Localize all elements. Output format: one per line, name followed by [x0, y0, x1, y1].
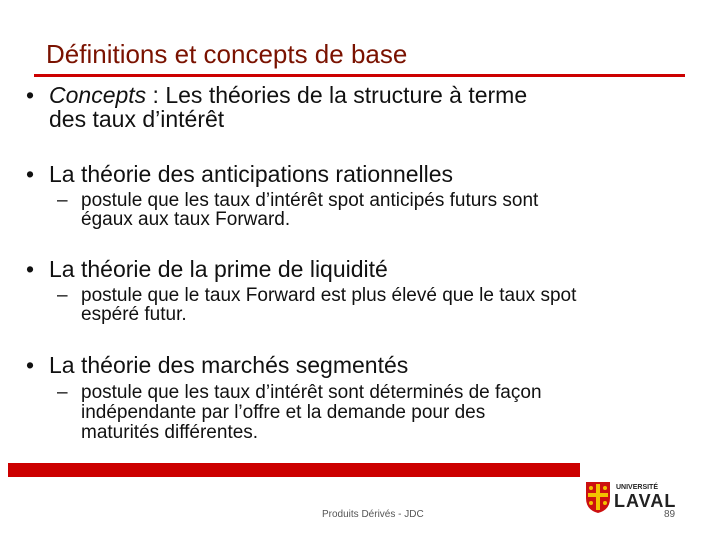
- sub-bullet-text: postule que le taux Forward est plus élevé que le taux spot: [81, 285, 577, 306]
- logo-university-text: UNIVERSITÉ: [616, 484, 659, 491]
- sub-bullet-text: égaux aux taux Forward.: [81, 209, 291, 230]
- bullet-text: La théorie des marchés segmentés: [49, 352, 409, 378]
- sub-bullet-text: espéré futur.: [81, 304, 187, 325]
- bullet-label-rest: : Les théories de la structure à terme: [146, 82, 528, 108]
- bullet-marker: •: [26, 352, 35, 378]
- slide-title: Définitions et concepts de base: [46, 39, 408, 69]
- dash-marker: –: [57, 190, 68, 211]
- bullet-text-line2: des taux d’intérêt: [49, 106, 225, 132]
- title-underline: [34, 74, 685, 77]
- bullet-marker: •: [26, 82, 35, 108]
- sub-bullet-text: postule que les taux d’intérêt spot anticipés futurs sont: [81, 190, 539, 211]
- dash-marker: –: [57, 382, 68, 403]
- sub-bullet-text: postule que les taux d’intérêt sont déterminés de façon: [81, 382, 542, 403]
- bullet-label-italic: Concepts: [49, 82, 147, 108]
- sub-bullet-text: maturités différentes.: [81, 422, 259, 443]
- shield-icon: [584, 480, 612, 514]
- bullet-text: La théorie des anticipations rationnelles: [49, 161, 454, 187]
- bullet-text: [49, 84, 527, 107]
- bullet-marker: •: [26, 161, 35, 187]
- footer-text: Produits Dérivés - JDC: [322, 509, 424, 520]
- dash-marker: –: [57, 285, 68, 306]
- logo-name-text: LAVAL: [614, 491, 677, 511]
- bullet-text: La théorie de la prime de liquidité: [49, 256, 388, 282]
- page-number: 89: [664, 509, 676, 520]
- sub-bullet-text: indépendante par l’offre et la demande pour des: [81, 402, 486, 423]
- bullet-marker: •: [26, 256, 35, 282]
- footer-bar: [8, 463, 580, 477]
